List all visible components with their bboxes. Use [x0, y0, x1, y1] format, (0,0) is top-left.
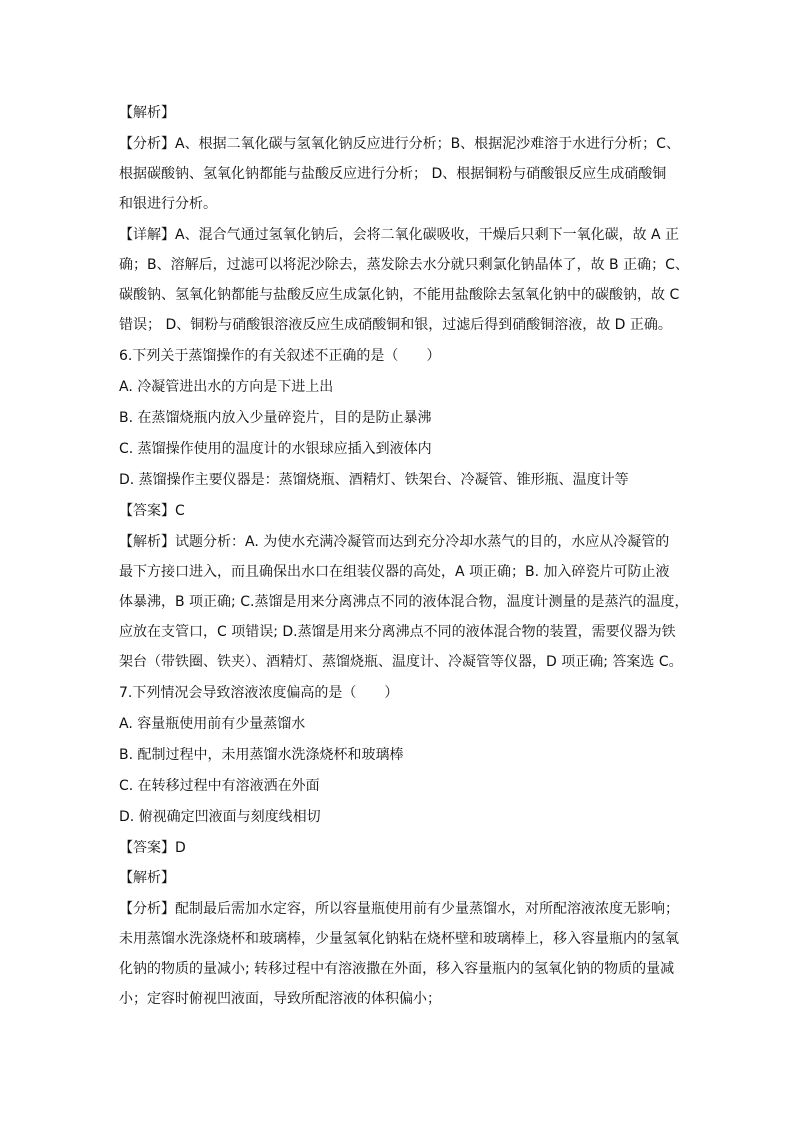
question-7-option-d: D. 俯视确定凹液面与刻度线相切: [119, 809, 321, 825]
question-6-stem: 6.下列关于蒸馏操作的有关叙述不正确的是（ ）: [119, 348, 441, 364]
detail-paragraph-line: 确；B、溶解后，过滤可以将泥沙除去，蒸发除去水分就只剩氯化钠晶体了，故 B 正确；C、: [119, 257, 689, 273]
question-6-option-d: D. 蒸馏操作主要仪器是：蒸馏烧瓶、酒精灯、铁架台、冷凝管、锥形瓶、温度计等: [119, 472, 629, 488]
question-7-option-a: A. 容量瓶使用前有少量蒸馏水: [119, 716, 306, 732]
section-heading-analysis: 【解析】: [119, 105, 175, 121]
question-6-option-b: B. 在蒸馏烧瓶内放入少量碎瓷片，目的是防止暴沸: [119, 410, 432, 426]
question-7-option-c: C. 在转移过程中有溶液洒在外面: [119, 778, 320, 794]
question-7-analysis-heading: 【解析】: [119, 870, 175, 886]
question-6-option-a: A. 冷凝管进出水的方向是下进上出: [119, 379, 334, 395]
question-6-explanation-line: 体暴沸，B 项正确; C.蒸馏是用来分离沸点不同的液体混合物，温度计测量的是蒸汽的温度，: [119, 594, 689, 610]
question-7-stem: 7.下列情况会导致溶液浓度偏高的是（ ）: [119, 685, 399, 701]
question-7-option-b: B. 配制过程中，未用蒸馏水洗涤烧杯和玻璃棒: [119, 747, 404, 763]
detail-paragraph-line: 【详解】A、混合气通过氢氧化钠后，会将二氧化碳吸收，干燥后只剩下一氧化碳，故 A 正: [119, 227, 680, 243]
analysis-paragraph-line: 【分析】A、根据二氧化碳与氢氧化钠反应进行分析；B、根据泥沙难溶于水进行分析；C、: [119, 136, 680, 152]
analysis-paragraph-line: 和银进行分析。: [119, 196, 217, 212]
question-7-analysis-line: 未用蒸馏水洗涤烧杯和玻璃棒，少量氢氧化钠粘在烧杯壁和玻璃棒上，移入容量瓶内的氢氧: [119, 931, 679, 947]
detail-paragraph-line: 错误； D、铜粉与硝酸银溶液反应生成硝酸铜和银，过滤后得到硝酸铜溶液，故 D 正确。: [119, 317, 672, 333]
analysis-paragraph-line: 根据碳酸钠、氢氧化钠都能与盐酸反应进行分析； D、根据铜粉与硝酸银反应生成硝酸铜: [119, 166, 667, 182]
question-6-explanation-line: 【解析】试题分析：A. 为使水充满冷凝管而达到充分冷却水蒸气的目的，水应从冷凝管的: [119, 534, 670, 550]
question-6-explanation-line: 最下方接口进入，而且确保出水口在组装仪器的高处，A 项正确；B. 加入碎瓷片可防止液: [119, 564, 670, 580]
question-6-option-c: C. 蒸馏操作使用的温度计的水银球应插入到液体内: [119, 441, 432, 457]
document-body: [119, 101, 689, 1012]
question-7-analysis-line: 小；定容时俯视凹液面，导致所配溶液的体积偏小；: [119, 991, 441, 1007]
question-6-answer: 【答案】C: [119, 503, 185, 519]
question-7-answer: 【答案】D: [119, 840, 186, 856]
question-7-analysis-line: 【分析】配制最后需加水定容，所以容量瓶使用前有少量蒸馏水，对所配溶液浓度无影响；: [119, 901, 679, 917]
question-6-explanation-line: 应放在支管口，C 项错误; D.蒸馏是用来分离沸点不同的液体混合物的装置，需要仪器为铁: [119, 624, 676, 640]
detail-paragraph-line: 碳酸钠、氢氧化钠都能与盐酸反应生成氯化钠，不能用盐酸除去氢氧化钠中的碳酸钠，故 C: [119, 287, 680, 303]
question-7-analysis-line: 化钠的物质的量减小; 转移过程中有溶液撒在外面，移入容量瓶内的氢氧化钠的物质的量减: [119, 961, 675, 977]
question-6-explanation-line: 架台（带铁圈、铁夹）、酒精灯、蒸馏烧瓶、温度计、冷凝管等仪器，D 项正确; 答案选 C。: [119, 654, 683, 670]
